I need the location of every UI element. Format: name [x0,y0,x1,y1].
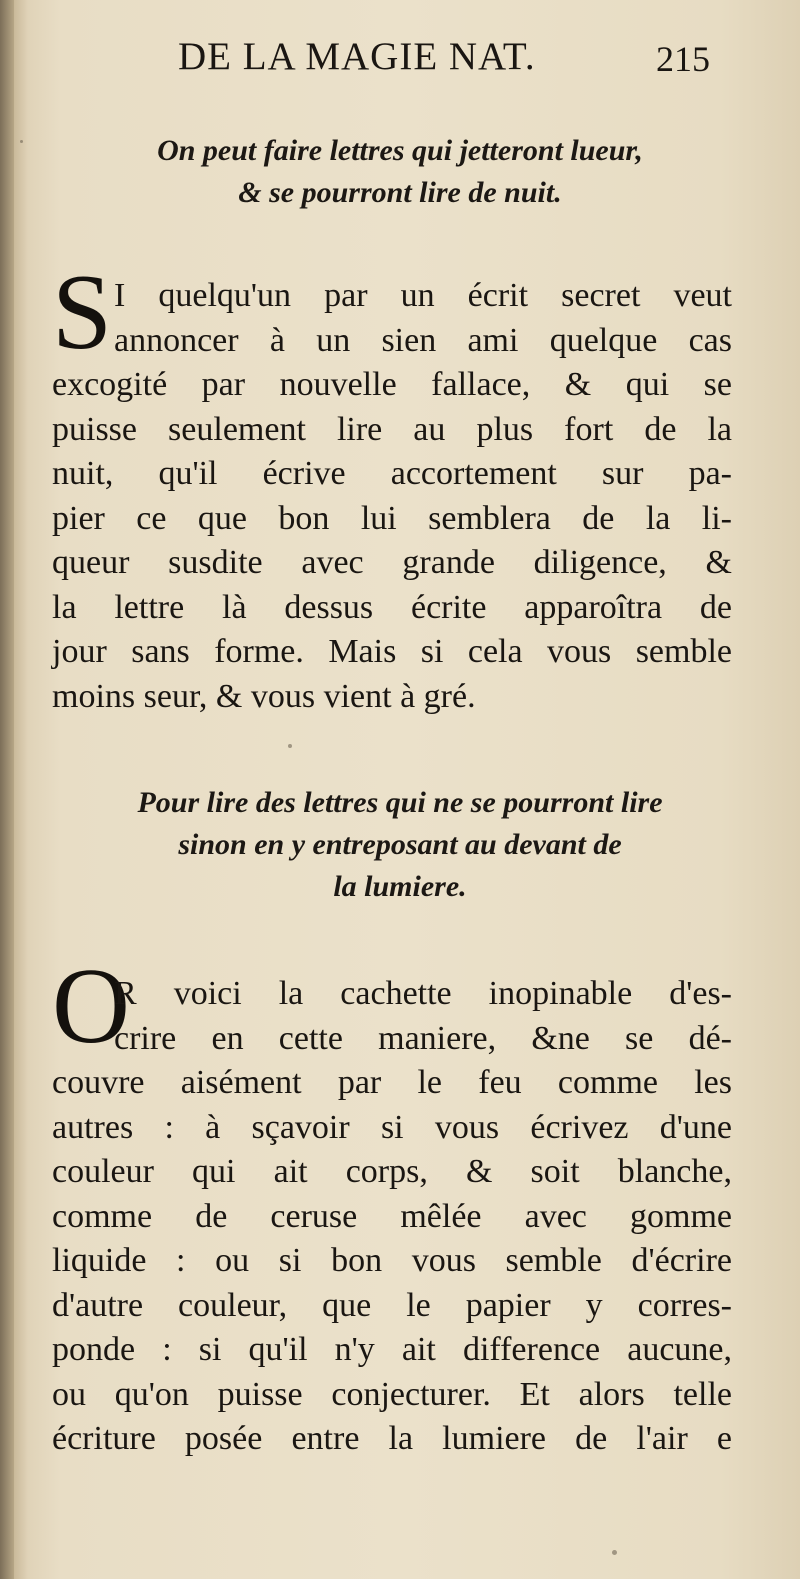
text-line: comme de ceruse mêlée avec gomme [52,1197,732,1235]
heading-line: On peut faire lettres qui jetteront lueur, [157,134,643,167]
heading-line: la lumiere. [333,870,467,903]
text-line: annoncer à un sien ami quelque cas [114,321,732,359]
text-line: excogité par nouvelle fallace, & qui se [52,366,732,403]
heading-line: sinon en y entreposant au devant de [178,828,622,861]
text-line: crire en cette maniere, &ne se dé- [114,1019,732,1057]
text-line: moins seur, & vous vient à gré. [52,677,476,715]
paper-speck [612,1550,617,1555]
text-line: I quelqu'un par un écrit secret veut [114,277,732,314]
text-line: R voici la cachette inopinable d'es- [114,975,732,1012]
section-heading-1 [60,130,740,214]
text-line: jour sans forme. Mais si cela vous semble [52,633,732,670]
page-gutter [0,0,14,1579]
page-header [0,28,800,88]
text-line: couleur qui ait corps, & soit blanche, [52,1153,732,1190]
text-line: puisse seulement lire au plus fort de la [52,410,732,448]
text-line: queur susdite avec grande diligence, & [52,544,732,581]
text-line: nuit, qu'il écrive accortement sur pa- [52,455,732,492]
text-line: d'autre couleur, que le papier y corres- [52,1286,732,1324]
text-line: autres : à sçavoir si vous écrivez d'une [52,1108,732,1146]
paragraph-2 [52,972,732,1462]
running-title: DE LA MAGIE NAT. [178,35,536,78]
text-line: ponde : si qu'il n'y ait difference aucune, [52,1331,732,1368]
text-line: ou qu'on puisse conjecturer. Et alors telle [52,1375,732,1413]
paper-speck [288,744,292,748]
drop-cap: S [52,253,113,372]
text-line: la lettre là dessus écrite apparoîtra de [52,588,732,626]
text-line: liquide : ou si bon vous semble d'écrire [52,1242,732,1279]
text-line: écriture posée entre la lumiere de l'air e [52,1420,732,1457]
paragraph-1 [52,274,732,719]
section-heading-2 [60,782,740,908]
heading-line: & se pourront lire de nuit. [238,176,562,209]
page-number: 215 [656,39,710,79]
text-line: couvre aisément par le feu comme les [52,1064,732,1101]
drop-cap: O [52,947,130,1066]
paper-speck [20,140,23,143]
heading-line: Pour lire des lettres qui ne se pourront lire [137,786,663,819]
text-line: pier ce que bon lui semblera de la li- [52,499,732,537]
